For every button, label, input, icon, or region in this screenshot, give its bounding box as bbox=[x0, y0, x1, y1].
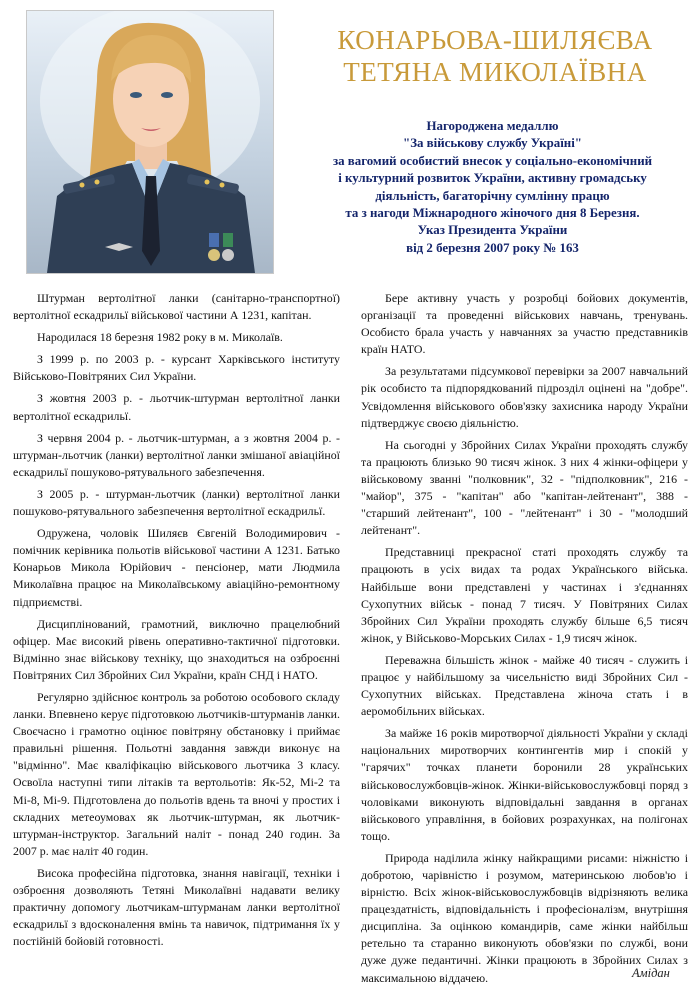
portrait-illustration bbox=[27, 11, 273, 273]
right-column bbox=[361, 290, 688, 992]
award-line: і культурний розвиток України, активну громадську bbox=[338, 171, 647, 186]
paragraph: З 2005 р. - штурман-льотчик (ланки) вертолітної ланки пошуково-рятувального забезпечення вертолітної ескадрильї. bbox=[13, 486, 340, 519]
award-statement bbox=[290, 118, 695, 257]
name-line-2: ТЕТЯНА МИКОЛАЇВНА bbox=[343, 57, 647, 87]
author-signature: Амідан bbox=[632, 966, 670, 980]
paragraph: Регулярно здійснює контроль за роботою особового складу ланки. Впевнено керує підготовкою льотчиків-штурманів ланки. Своєчасно і грамотно оцінює повітряну обстановку і приймає правильні рішення. Польотні завдання завжди виконує на "відмінно". Має кваліфікацію військового льотчика 3 класу. Освоїла наступні типи літаків та вертольотів: Як-52, Мі-2 та Мі-8, Мі-9. Підготовлена до польотів вдень та вночі у простих і складних метеоумовах як льотчик-штурман, як льотчик-штурман-інструктор. Загальний наліт - понад 240 годин. За 2007 р. має наліт 40 годин. bbox=[13, 689, 340, 858]
paragraph: На сьогодні у Збройних Силах України проходять службу та працюють близько 90 тисяч жінок. З них 4 жінки-офіцери у військовому званні "полковник", 32 - "підполковник", 216 - "майор", 375 - "капітан" або "капітан-лейтенант", 388 - "старший лейтенант", 100 - "лейтенант" і 30 - "молодший лейтенант". bbox=[361, 437, 688, 538]
paragraph: За результатами підсумкової перевірки за 2007 навчальний рік особисто та підпорядкований підрозділ оцінені на "добре". Усвідомлення військового обов'язку захисника народу України підтверджує своєю діяльністю. bbox=[361, 364, 688, 430]
article-body bbox=[0, 290, 700, 985]
person-name bbox=[300, 24, 690, 88]
paragraph: З червня 2004 р. - льотчик-штурман, а з жовтня 2004 р. - штурман-льотчик (ланки) вертолітної ланки змішаної авіаційної ескадрильї пошуково-рятувального забезпечення. bbox=[13, 430, 340, 479]
paragraph: Одружена, чоловік Шиляєв Євгеній Володимирович - помічник керівника польотів військової частини А 1231. Батько Конарьов Микола Юрійович - пенсіонер, мати Людмила Миколаївна працює на Миколаївському авіаційно-ремонтному підприємстві. bbox=[13, 526, 340, 609]
paragraph: За майже 16 років миротворчої діяльності України у складі національних миротворчих контингентів мир і спокій у "гарячих" точках планети боронили 28 українських військовослужбовців-жінок. Жінки-військовослужбовці поряд з чоловіками виконують відповідальні завдання в органах військового управління, в бойових розрахунках, на полігонах тощо. bbox=[361, 726, 688, 843]
name-line-1: КОНАРЬОВА-ШИЛЯЄВА bbox=[337, 25, 653, 55]
paragraph: Штурман вертолітної ланки (санітарно-транспортної) вертолітної ескадрильї військової частини А 1231, капітан. bbox=[13, 291, 340, 323]
award-line: та з нагоди Міжнародного жіночого дня 8 Березня. bbox=[345, 206, 640, 221]
award-line: Нагороджена медаллю bbox=[426, 119, 559, 133]
paragraph: З 1999 р. по 2003 р. - курсант Харківського інституту Військово-Повітряних Сил України. bbox=[13, 352, 340, 384]
paragraph: Природа наділила жінку найкращими рисами: ніжністю і добротою, чарівністю і розумом, материнською любов'ю і вірністю. Всіх жінок-військовослужбовців відрізняють велика працездатність, відповідальність і професіоналізм, внутрішня дисципліна. За оцінкою командирів, саме жінки найбільш ретельно та старанно виконують обов'язки по службі, вони дуже дуже педантичні. Жінки працюють в Збройних Силах з максимальною віддачею. bbox=[361, 850, 688, 985]
paragraph: Представниці прекрасної статі проходять службу та працюють в усіх видах та родах Українського війська. Найбільше вони представлені у частинах і з'єднаннях Сухопутних військ - понад 7 тисяч. У Повітряних Силах Збройних Сил України проходять службу більше 6,5 тисяч жінок, у Військово-Морських Силах - 1,9 тисяч жінок. bbox=[361, 545, 688, 645]
award-line: Указ Президента України bbox=[417, 223, 568, 238]
paragraph: Бере активну участь у розробці бойових документів, організації та проведенні військових навчань, тренувань. Особисто брала участь у навчаннях за участю представників країн НАТО. bbox=[361, 291, 688, 357]
award-line: "За військову службу Україні" bbox=[403, 136, 582, 151]
award-line: діяльність, багаторічну сумлінну працю bbox=[375, 188, 610, 203]
award-line: за вагомий особистий внесок у соціально-економічний bbox=[332, 153, 653, 168]
paragraph: Дисциплінований, грамотний, виключно працелюбний офіцер. Має високий рівень оперативно-тактичної підготовки. Відмінно знає військову техніку, що знаходиться на озброєнні Повітряних Сил Збройних Сил України, країн СНД і НАТО. bbox=[13, 616, 340, 682]
paragraph: Висока професійна підготовка, знання навігації, техніки і озброєння дозволяють Тетяні Миколаївні надавати велику практичну допомогу льотчикам-штурманам ланки вертолітної ескадрильї з вдосконалення вмінь та навичок, підтримання їх у постійній бойовій готовності. bbox=[13, 865, 340, 949]
paragraph: Переважна більшість жінок - майже 40 тисяч - служить і працює у найбільшому за чисельністю виді Збройних Сил - Сухопутних військах. Представлена жіноча стать і в аеромобільних військах. bbox=[361, 652, 688, 719]
left-column bbox=[13, 290, 340, 955]
portrait-photo bbox=[26, 10, 274, 274]
paragraph: Народилася 18 березня 1982 року в м. Миколаїв. bbox=[37, 330, 283, 345]
award-line: від 2 березня 2007 року № 163 bbox=[406, 240, 579, 255]
paragraph: З жовтня 2003 р. - льотчик-штурман вертолітної ланки вертолітної ескадрильї. bbox=[13, 391, 340, 423]
